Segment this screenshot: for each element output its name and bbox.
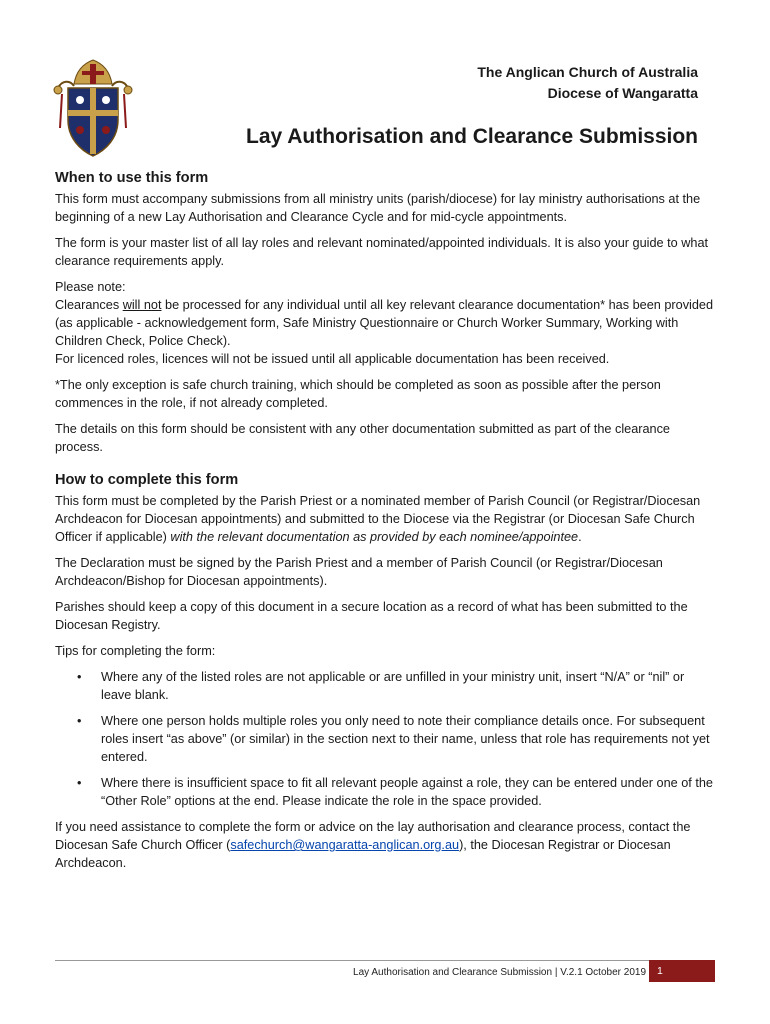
section-heading-how: How to complete this form — [55, 472, 239, 488]
note-text: Clearances — [55, 298, 123, 312]
footer-text: Lay Authorisation and Clearance Submission | V.2.1 October 2019 — [353, 967, 646, 978]
paragraph: The Declaration must be signed by the Parish Priest and a member of Parish Council (or Registrar/Diocesan Archdeacon/Bishop for Diocesan appointments). — [55, 556, 663, 588]
note-text: For licenced roles, licences will not be issued until all applicable documentation has been received. — [55, 352, 610, 366]
list-item: • Where one person holds multiple roles you only need to note their compliance details once. For subsequent roles insert “as above” (or similar) in the section next to their name, unless that role has requirements not yet entered. — [101, 712, 715, 766]
paragraph: *The only exception is safe church training, which should be completed as soon as possible after the person commences in the role, if not already completed. — [55, 378, 661, 410]
assistance-paragraph — [55, 818, 715, 872]
note-text: be processed for any individual until all key relevant clearance documentation* has been provided (as applicable - acknowledgement form, Safe Ministry Questionnaire or Church Worker Summary, Working with Children Check, Police Check). — [55, 298, 714, 348]
note-emphasis: will not — [122, 298, 162, 312]
list-item: • Where there is insufficient space to fit all relevant people against a role, they can be entered under one of the “Other Role” options at the end. Please indicate the role in the space provided. — [101, 774, 715, 810]
paragraph: The form is your master list of all lay roles and relevant nominated/appointed individuals. It is also your guide to what clearance requirements apply. — [55, 236, 709, 268]
paragraph-text: ), the Diocesan Registrar or Diocesan Archdeacon. — [55, 838, 671, 870]
tips-list — [55, 668, 715, 810]
please-note-paragraph — [55, 278, 715, 368]
paragraph: This form must accompany submissions from all ministry units (parish/diocese) for lay ministry authorisations at the beginning of a new Lay Authorisation and Clearance Cycle and for mid-cycle appointments. — [55, 192, 701, 224]
tips-label: Tips for completing the form: — [55, 644, 216, 658]
safechurch-email-link[interactable]: safechurch@wangaratta-anglican.org.au — [230, 838, 460, 852]
paragraph-text: This form must be completed by the Parish Priest or a nominated member of Parish Council (or Registrar/Diocesan Archdeacon for Diocesan appointments) and submitted to the Diocese via the Registrar (or Diocesan Safe Church Officer if applicable) — [55, 494, 701, 544]
page-number: 1 — [649, 960, 715, 982]
form-instructions — [55, 168, 715, 880]
paragraph-text: If you need assistance to complete the form or advice on the lay authorisation and clearance process, contact the Diocesan Safe Church Officer ( — [55, 820, 691, 852]
diocese-name: Diocese of Wangaratta — [547, 85, 698, 101]
organisation-header — [477, 62, 698, 104]
paragraph: Parishes should keep a copy of this document in a secure location as a record of what has been submitted to the Diocesan Registry. — [55, 600, 688, 632]
paragraph-text: . — [578, 530, 582, 544]
paragraph: The details on this form should be consistent with any other documentation submitted as part of the clearance process. — [55, 422, 670, 454]
page-title: Lay Authorisation and Clearance Submission — [246, 125, 698, 148]
footer-divider — [55, 960, 714, 961]
paragraph — [55, 492, 715, 546]
paragraph-italic: with the relevant documentation as provided by each nominee/appointee — [170, 530, 579, 544]
list-item: • Where any of the listed roles are not applicable or are unfilled in your ministry unit, insert “N/A” or “nil” or leave blank. — [101, 668, 715, 704]
org-name: The Anglican Church of Australia — [477, 64, 698, 80]
note-label: Please note: — [55, 280, 126, 294]
section-heading-when: When to use this form — [55, 170, 209, 186]
